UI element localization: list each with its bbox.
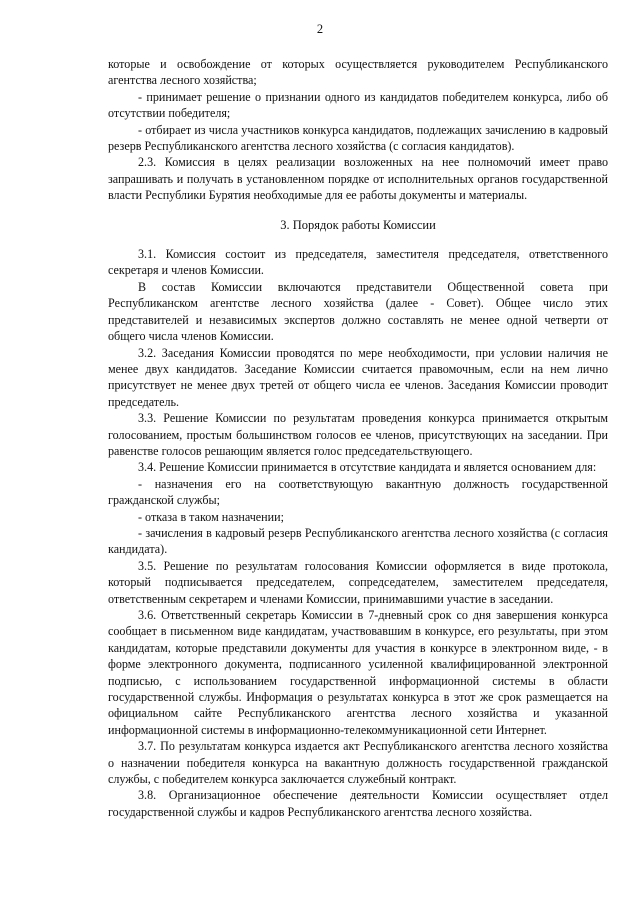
paragraph: 3.7. По результатам конкурса издается акт Республиканского агентства лесного хозяйства о назначении победителя конкурса на вакантную должность государственной гражданской службы, с победителем конкурса заключается служебный контракт. [108,739,608,787]
paragraph: которые и освобождение от которых осуществляется руководителем Республиканского агентства лесного хозяйства; [108,57,608,88]
paragraph: 3.3. Решение Комиссии по результатам проведения конкурса принимается открытым голосованием, простым большинством голосов ее членов, присутствующих на заседании. При равенстве голосов решающим является голос председательствующего. [108,411,608,458]
paragraph: 3.5. Решение по результатам голосования Комиссии оформляется в виде протокола, который подписывается председателем, сопредседателем, заместителем председателя, ответственным секретарем и членами Комиссии, принимавшими участие в заседании. [108,558,608,606]
paragraph: 3.8. Организационное обеспечение деятельности Комиссии осуществляет отдел государственной службы и кадров Республиканского агентства лесного хозяйства. [108,788,608,819]
section-heading: 3. Порядок работы Комиссии [280,217,436,232]
paragraph: 3.2. Заседания Комиссии проводятся по мере необходимости, при условии наличия не менее двух кандидатов. Заседание Комиссии считается правомочным, если на нем лично присутствует не менее двух третей от общего числа ее членов. Заседания Комиссии проводит председатель. [108,345,608,409]
paragraph: 2.3. Комиссия в целях реализации возложенных на нее полномочий имеет право запрашивать и получать в установленном порядке от исполнительных органов государственной власти Республики Бурятия необходимые для ее работы документы и материалы. [108,155,608,203]
list-item: - отбирает из числа участников конкурса кандидатов, подлежащих зачислению в кадровый резерв Республиканского агентства лесного хозяйства (с согласия кандидатов). [108,122,608,154]
paragraph: 3.1. Комиссия состоит из председателя, заместителя председателя, ответственного секретаря и членов Комиссии. [108,247,608,278]
list-item: - отказа в таком назначении; [138,509,284,524]
paragraph: 3.4. Решение Комиссии принимается в отсутствие кандидата и является основанием для: [138,460,597,475]
list-item: - назначения его на соответствующую вакантную должность государственной гражданской службы; [108,476,608,508]
page-number: 2 [316,22,324,36]
document-body [108,56,608,820]
paragraph: В состав Комиссии включаются представители Общественной совета при Республиканском агентстве лесного хозяйства (далее - Совет). Общее число этих представителей и независимых экспертов должно составлять не менее одной четверти от общего числа членов Комиссии. [108,279,608,344]
list-item: - зачисления в кадровый резерв Республиканского агентства лесного хозяйства (с согласия кандидата). [108,525,608,557]
list-item: - принимает решение о признании одного из кандидатов победителем конкурса, либо об отсутствии победителя; [108,89,608,121]
paragraph: 3.6. Ответственный секретарь Комиссии в 7-дневный срок со дня завершения конкурса сообщает в письменном виде кандидатам, участвовавшим в конкурсе, его результаты, при этом кандидатам, которые представили документы для участия в конкурсе в электронном виде, - в форме электронного документа, подписанного усиленной квалифицированной электронной подписью, с использованием государственной информационной системы в области государственной службы. Информация о результатах конкурса в этот же срок размещается на официальном сайте Республиканского агентства лесного хозяйства и указанной информационной системы в информационно-телекоммуникационной сети Интернет. [108,608,608,737]
